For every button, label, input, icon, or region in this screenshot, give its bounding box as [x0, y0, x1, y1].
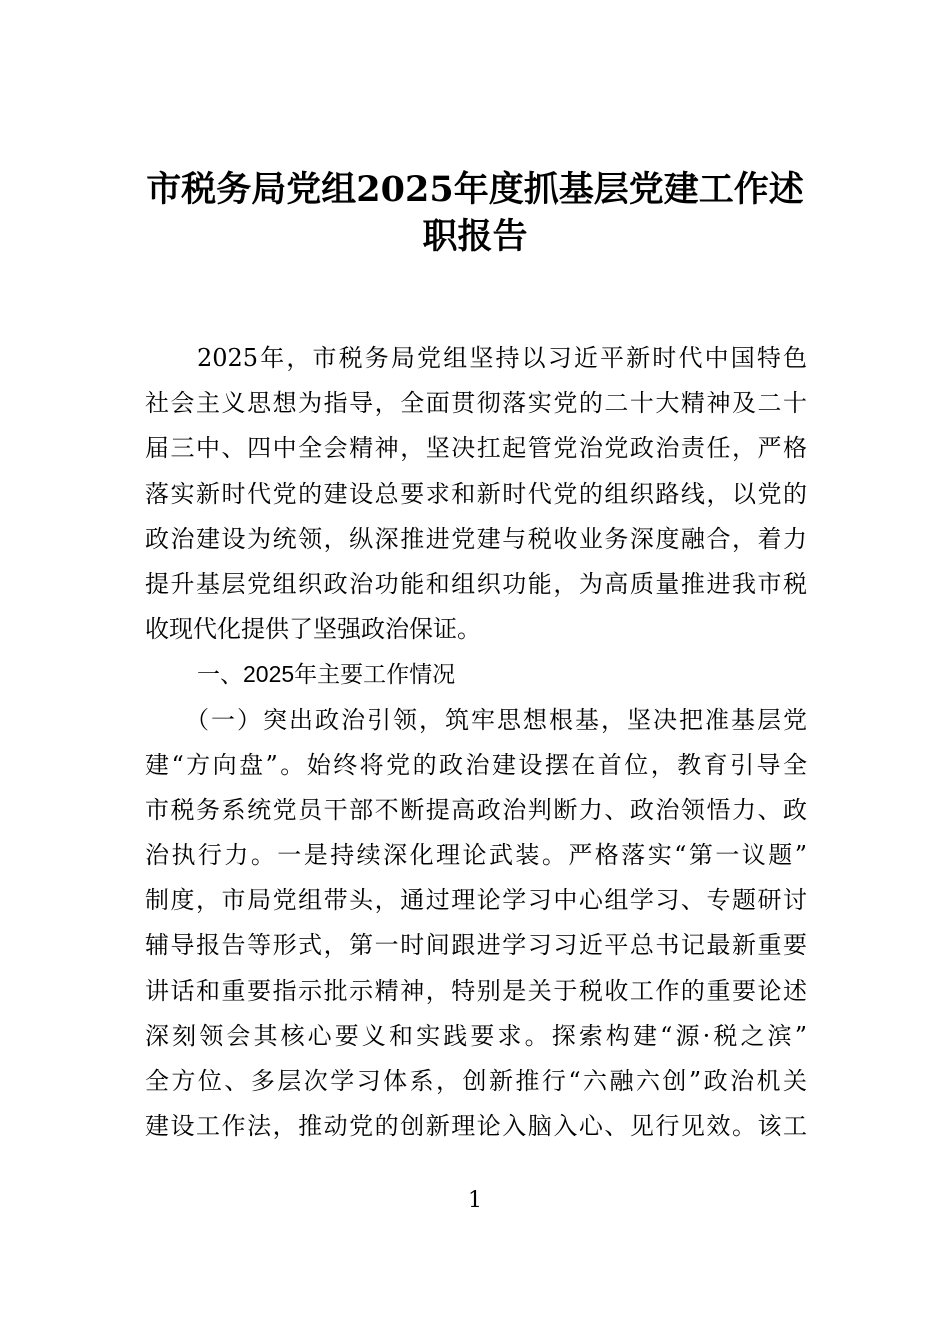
text-line: 全方位、多层次学习体系，创新推行“六融六创”政治机关 — [145, 1067, 807, 1095]
text-line: 制度，市局党组带头，通过理论学习中心组学习、专题研讨 — [145, 886, 807, 915]
page-number: 1 — [468, 1188, 482, 1213]
text-line: 收现代化提供了坚强政治保证。 — [145, 615, 481, 644]
document-body — [145, 336, 807, 1149]
text-line: 落实新时代党的建设总要求和新时代党的组织路线，以党的 — [145, 479, 807, 508]
text-line: 治执行力。一是持续深化理论武装。严格落实“第一议题” — [145, 841, 807, 870]
section-paragraph — [145, 698, 807, 1150]
text-line: 建设工作法，推动党的创新理论入脑入心、见行见效。该工 — [145, 1112, 807, 1141]
text-line: 辅导报告等形式，第一时间跟进学习习近平总书记最新重要 — [145, 931, 807, 960]
text-line: 2025年，市税务局党组坚持以习近平新时代中国特色 — [197, 344, 807, 372]
text-line: 市税务系统党员干部不断提高政治判断力、政治领悟力、政 — [145, 795, 807, 824]
text-line: 深刻领会其核心要义和实践要求。探索构建“源·税之滨” — [145, 1021, 807, 1050]
text-line: （一）突出政治引领，筑牢思想根基，坚决把准基层党 — [185, 705, 807, 734]
text-line: 讲话和重要指示批示精神，特别是关于税收工作的重要论述 — [145, 976, 807, 1005]
document-title-line-2: 职报告 — [422, 216, 528, 257]
text-line: 社会主义思想为指导，全面贯彻落实党的二十大精神及二十 — [145, 389, 807, 418]
text-line: 提升基层党组织政治功能和组织功能，为高质量推进我市税 — [145, 569, 807, 598]
text-line: 届三中、四中全会精神，坚决扛起管党治党政治责任，严格 — [145, 434, 807, 463]
intro-paragraph — [145, 336, 807, 652]
document-title-line-1: 市税务局党组2025年度抓基层党建工作述 — [146, 169, 804, 210]
text-line: 建“方向盘”。始终将党的政治建设摆在首位，教育引导全 — [145, 750, 807, 779]
text-line: 政治建设为统领，纵深推进党建与税收业务深度融合，着力 — [145, 524, 807, 553]
section-heading: 一、2025年主要工作情况 — [197, 661, 456, 688]
